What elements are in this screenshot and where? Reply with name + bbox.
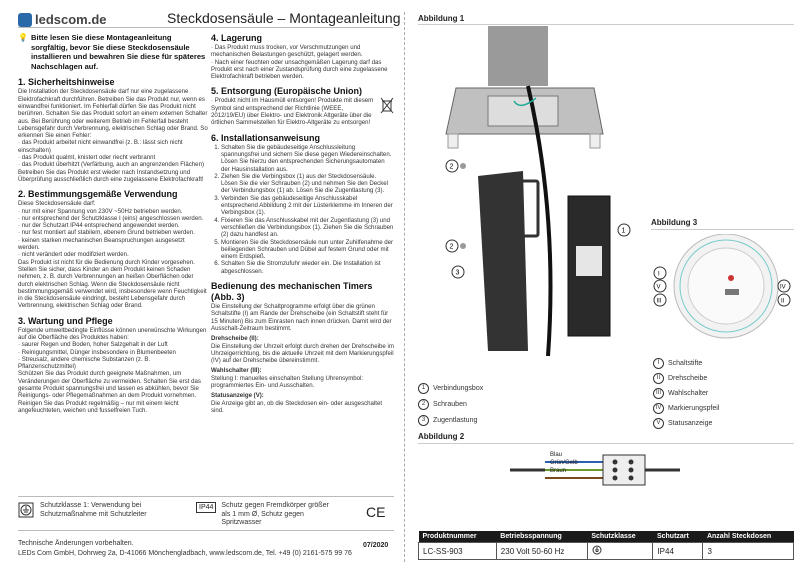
figure-2-title: Abbildung 2 bbox=[418, 432, 465, 441]
earth-ground-icon bbox=[18, 502, 34, 518]
svg-text:V: V bbox=[656, 284, 661, 291]
column-body bbox=[488, 26, 548, 86]
middle-column bbox=[211, 33, 394, 414]
section-2-body: Diese Steckdosensäule darf: bbox=[18, 200, 96, 208]
figure-3-title: Abbildung 3 bbox=[651, 218, 698, 227]
list-item: Streusalz, andere chemische Substanzen (z. B. Pflanzenschutzmittel) bbox=[18, 355, 151, 371]
legend-item: 2 Schrauben bbox=[418, 399, 483, 410]
section-2-title: 2. Bestimmungsgemäße Verwendung bbox=[18, 189, 178, 200]
wahl-body: Stellung I: manuelles einschalten Stellung Uhrensymbol: programmiertes Ein- und Ausschalten. bbox=[211, 374, 364, 389]
list-item: Das Produkt muss trocken, vor Verschmutzungen und mechanischen Belastungen geschützt, gelagert werden. bbox=[211, 44, 363, 59]
timer-dial-illustration bbox=[651, 234, 794, 344]
list-item: Reinigungsmittel, Dünger insbesondere in Blumenbeeten bbox=[21, 348, 176, 356]
figure-1-rule bbox=[418, 24, 794, 25]
list-item: 5. Montieren Sie die Steckdosensäule nun unter Zuhilfenahme der beiliegenden Schrauben und Dübel auf festem Grund oder mit einem Erdspieß. bbox=[221, 239, 394, 261]
wire-label-green-yellow: Grün/Gelb bbox=[550, 460, 578, 466]
brand bbox=[18, 12, 107, 27]
figure-3-rule bbox=[651, 229, 794, 230]
list-item: das Produkt überhitzt (Verfärbung, auch an angrenzenden Flächen) bbox=[21, 161, 204, 169]
svg-text:3: 3 bbox=[455, 269, 460, 277]
left-column bbox=[18, 33, 208, 414]
section-1-list: · das Produkt arbeitet nicht einwandfrei (z. B.: lässt sich nicht einschalten) · das Produkt qualmt, knistert oder riecht verbrannt · das Produkt überhitzt (Verfärbung, auch an angrenzenden Flächen) bbox=[18, 139, 204, 169]
page-title: Steckdosensäule – Montageanleitung bbox=[167, 10, 401, 26]
ce-mark: CE bbox=[366, 504, 386, 520]
svg-text:I: I bbox=[658, 271, 660, 278]
wire-label-blue: Blau bbox=[550, 452, 563, 458]
list-item: saurer Regen und Boden, hoher Salzgehalt in der Luft bbox=[21, 341, 168, 349]
table-header: Schutzart bbox=[653, 531, 703, 543]
list-item: 2. Ziehen Sie die Verbingsbox (1) aus der Steckdosensäule. Lösen Sie die vier Schrauben (2) und nehmen Sie den Deckel der Verbindungsbox (1) ab. Lösen Sie die Zugentlastung (3). bbox=[221, 173, 394, 195]
svg-text:III: III bbox=[656, 298, 662, 305]
column-divider bbox=[404, 12, 405, 562]
dowel bbox=[448, 134, 458, 148]
screw-icon bbox=[460, 163, 466, 169]
svg-text:1: 1 bbox=[621, 227, 626, 235]
list-item: 1. Schalten Sie die gebäudeseitige Anschlussleitung spannungsfrei und sichern Sie diese gegen Wiedereinschalten. Lösen Sie hierzu den entsprechenden Sicherungsautomaten der Hausinstallation aus. bbox=[221, 144, 394, 173]
section-3-tail: Schützen Sie das Produkt durch geeignete Maßnahmen, um Veränderungen der Oberfläche zu vermeiden. Schalten Sie erst das gesamte Produkt spannungsfrei und lassen es abkühlen, bevor Sie Reinigungs- oder Pflegemaßnahmen an dem Produkt vornehmen. Reinigen Sie das Produkt regelmäßig – nur mit einem leicht angefeuchteten, weichen und fusselfreien Tuch. bbox=[18, 370, 201, 414]
section-5-list: · Produkt nicht im Hausmüll entsorgen! Produkte mit diesem Symbol sind entsprechend der Richtlinie (WEEE, 2012/19/EU) über Elektro- und Elektronik Altgeräte über die örtlichen Sammelstellen für Elektro-Altgeräte zu entsorgen! bbox=[211, 97, 374, 127]
table-cell: LC-SS-903 bbox=[419, 543, 497, 560]
svg-text:2: 2 bbox=[449, 163, 454, 171]
table-row bbox=[419, 543, 794, 560]
timer-body: Die Einstellung der Schaltprogramme erfolgt über die grünen Schaltstifte (I) am Rande der Drehscheibe (ein Schaltstift steht für 15 Minuten) Bis zum Einrasten nach innen drücken. Damit wird der Ausschalt-Zeitraum bestimmt. bbox=[211, 303, 392, 332]
svg-text:2: 2 bbox=[449, 243, 454, 251]
section-3-list: · saurer Regen und Boden, hoher Salzgehalt in der Luft · Reinigungsmittel, Dünger insbesondere in Blumenbeeten · Streusalz, andere chemische Substanzen (z. B. Pflanzenschutzmittel) bbox=[18, 341, 176, 371]
table-header: Betriebsspannung bbox=[496, 531, 587, 543]
list-item: keinen starken mechanischen Beanspruchungen ausgesetzt werden. bbox=[18, 236, 185, 252]
lid-plate bbox=[478, 171, 528, 351]
table-header-row bbox=[419, 531, 794, 543]
symbols-rule-bottom bbox=[18, 530, 394, 531]
legend-item: IV Markierungspfeil bbox=[653, 403, 719, 414]
list-item: Produkt nicht im Hausmüll entsorgen! Produkte mit diesem Symbol sind entsprechend der Richtlinie (WEEE, 2012/19/EU) über Elektro- und Elektronik Altgeräte über die örtlichen Sammelstellen für Elektro-Altgeräte zu entsorgen! bbox=[211, 97, 374, 127]
section-5-title: 5. Entsorgung (Europäische Union) bbox=[211, 86, 363, 97]
svg-text:II: II bbox=[781, 298, 785, 305]
list-item: das Produkt qualmt, knistert oder riecht verbrannt bbox=[21, 154, 156, 162]
list-item: Nach einer feuchten oder unsachgemäßen Lagerung darf das Produkt erst nach einer Zustandsprüfung durch eine zugelassene Elektrofachkraft betrieben werden. bbox=[211, 58, 388, 81]
dreh-title: Drehscheibe (II): bbox=[211, 335, 259, 343]
protection-1-text: Schutzklasse 1: Verwendung bei Schutzmaßnahme mit Schutzleiter bbox=[40, 502, 147, 518]
table-cell: 230 Volt 50-60 Hz bbox=[496, 543, 587, 560]
status-title: Statusanzeige (V): bbox=[211, 392, 264, 400]
figure-1-illustration bbox=[418, 26, 648, 376]
screw-icon bbox=[460, 243, 466, 249]
section-2-tail: Das Produkt ist nicht für die Bedienung durch Kinder vorgesehen. Stellen Sie sicher, dass Kinder an dem Produkt keinen Schaden nehmen, z. B. durch Verbrennungen an heißen Oberflächen oder durch elektrischen Schlag. Wenn die Steckdosensäule nicht bestimmungsgemäß verwendet wird, insbesondere wenn Feuchtigkeit in die Steckdosensäule eindringt, besteht Lebensgefahr durch Verbrennung, elektrischen Schlag oder Brand. bbox=[18, 258, 207, 310]
legend-item: V Statusanzeige bbox=[653, 418, 719, 429]
product-spec-table bbox=[418, 531, 794, 560]
protection-2-text: Schutz gegen Fremdkörper größer als 1 mm Ø, Schutz gegen Spritzwasser bbox=[221, 502, 329, 526]
table-cell bbox=[587, 543, 653, 560]
wire-label-brown: Braun bbox=[550, 468, 567, 474]
header-rule bbox=[18, 27, 393, 28]
ledscom-logo-icon bbox=[18, 13, 32, 27]
intro-text: Bitte lesen Sie diese Montageanleitung sorgfältig, bevor Sie diese Steckdosensäule installieren und bewahren Sie diese für späteres Nachschlagen auf. bbox=[30, 33, 206, 71]
symbols-rule-top bbox=[18, 496, 394, 497]
figure-3-legend bbox=[653, 358, 719, 429]
list-item: nur mit einer Spannung von 230V ~50Hz betrieben werden. bbox=[21, 207, 183, 215]
table-header: Schutzklasse bbox=[587, 531, 653, 543]
earth-ground-icon bbox=[592, 545, 602, 555]
figure-1-title: Abbildung 1 bbox=[418, 14, 465, 23]
lightbulb-icon: 💡 bbox=[18, 33, 28, 42]
list-item: nur fest montiert auf stabilem, ebenem Grund betrieben werden. bbox=[21, 229, 195, 237]
footer-note: Technische Änderungen vorbehalten. bbox=[18, 540, 134, 547]
table-header: Anzahl Steckdosen bbox=[703, 531, 794, 543]
section-2-list: · nur mit einer Spannung von 230V ~50Hz betrieben werden. · nur entsprechend der Schutzklasse I (eins) angeschlossen werden. · nur der Schutzart IP44 entsprechend angewendet werden. · nur fest montiert auf stabilem, ebenem Grund betrieben werden. · keinen starken mechanischen Beanspruchungen ausgesetzt werden. · nicht verändert oder modifiziert werden. bbox=[18, 207, 204, 259]
dowel bbox=[590, 134, 600, 148]
section-4-title: 4. Lagerung bbox=[211, 33, 263, 43]
section-3-title: 3. Wartung und Pflege bbox=[18, 315, 113, 326]
list-item: nur entsprechend der Schutzklasse I (eins) angeschlossen werden. bbox=[21, 214, 204, 222]
section-3-body: Folgende umweltbedingte Einflüsse können unerwünschte Wirkungen auf die Oberfläche des Produktes haben: bbox=[18, 326, 207, 341]
legend-item: III Wahlschalter bbox=[653, 388, 719, 399]
brand-name: ledscom.de bbox=[35, 12, 107, 27]
legend-item: I Schaltstifte bbox=[653, 358, 719, 369]
list-item: 3. Verbinden Sie das gebäudeseitige Anschlusskabel entsprechend Abbildung 2 mit der Lüsterklemme im Inneren der Verbingsbox (1). bbox=[221, 195, 394, 217]
legend-item: 3 Zugentlastung bbox=[418, 415, 483, 426]
svg-text:IV: IV bbox=[780, 284, 786, 291]
ip44-icon: IP44 bbox=[196, 502, 216, 513]
list-item: das Produkt arbeitet nicht einwandfrei (z. B.: lässt sich nicht einschalten) bbox=[18, 139, 183, 154]
base-opening bbox=[488, 96, 558, 126]
list-item: 6. Schalten Sie die Stromzufuhr wieder ein. Die Installation ist abgeschlossen. bbox=[221, 260, 394, 275]
section-6-title: 6. Installationsanweisung bbox=[211, 132, 321, 143]
terminal-block bbox=[576, 246, 602, 276]
table-header: Produktnummer bbox=[419, 531, 497, 543]
wahl-title: Wahlschalter (III): bbox=[211, 367, 262, 375]
list-item: nur der Schutzart IP44 entsprechend angewendet werden. bbox=[21, 222, 180, 230]
section-6-steps bbox=[211, 144, 394, 275]
status-body: Die Anzeige gibt an, ob die Steckdosen ein- oder ausgeschaltet sind. bbox=[211, 399, 383, 414]
protection-ip44 bbox=[196, 502, 331, 528]
dreh-body: Die Einstellung der Uhrzeit erfolgt durch drehen der Drehscheibe im Uhrzeigerrichtung, bis die aktuelle Uhrzeit mit dem Markierungspfeil (IV) auf der Drehscheibe übereinstimmt. bbox=[211, 342, 394, 365]
table-cell: IP44 bbox=[653, 543, 703, 560]
legend-item: II Drehscheibe bbox=[653, 373, 719, 384]
section-1-tail: Betreiben Sie das Produkt erst wieder nach Instandsetzung und Überprüfung ausschließlich durch eine zugelassene Elektrofachkraft! bbox=[18, 168, 204, 183]
weee-bin-icon bbox=[380, 97, 394, 115]
figure-1-legend bbox=[418, 383, 483, 426]
figure-2-rule bbox=[418, 443, 794, 444]
section-1-title: 1. Sicherheitshinweise bbox=[18, 77, 115, 88]
section-1-body: Die Installation der Steckdosensäule darf nur eine zugelassene Elektrofachkraft durchführen. Betreiben Sie das Produkt nur, wenn es einwandfrei funktioniert. Im Fehlerfall dürfen Sie das Produkt nicht berühren. Schalten Sie das Produkt sofort an einem externen Schalter aus. Bei Berührung oder weiterem Betrieb im Fehlerfall besteht Lebensgefahr durch Verbrennung, elektrischen Schlag oder Brand. So erkennen Sie einen Fehler: bbox=[18, 88, 208, 140]
table-cell: 3 bbox=[703, 543, 794, 560]
list-item: nicht verändert oder modifiziert werden. bbox=[21, 251, 129, 259]
legend-item: 1 Verbindungsbox bbox=[418, 383, 483, 394]
timer-title: Bedienung des mechanischen Timers (Abb. 3) bbox=[211, 281, 373, 303]
list-item: 4. Fixieren Sie das Anschlusskabel mit der Zugentlastung (3) und verschließen die Verbindungsbox (1). Ziehen Sie die Schrauben (2) dazu handfest an. bbox=[221, 217, 394, 239]
footer-address: LEDs Com GmbH, Dohrweg 2a, D-41066 Mönchengladbach, www.ledscom.de, Tel. +49 (0) 2161-575 99 76 bbox=[18, 550, 352, 557]
wiring-diagram bbox=[505, 450, 685, 490]
protection-class-1 bbox=[18, 502, 150, 519]
document-date: 07/2020 bbox=[363, 542, 389, 549]
section-4-list: · Das Produkt muss trocken, vor Verschmutzungen und mechanischen Belastungen geschützt, gelagert werden. · Nach einer feuchten oder unsachgemäßen Lagerung darf das Produkt erst nach einer Zustandsprüfung durch eine zugelassene Elektrofachkraft betrieben werden. bbox=[211, 44, 388, 81]
